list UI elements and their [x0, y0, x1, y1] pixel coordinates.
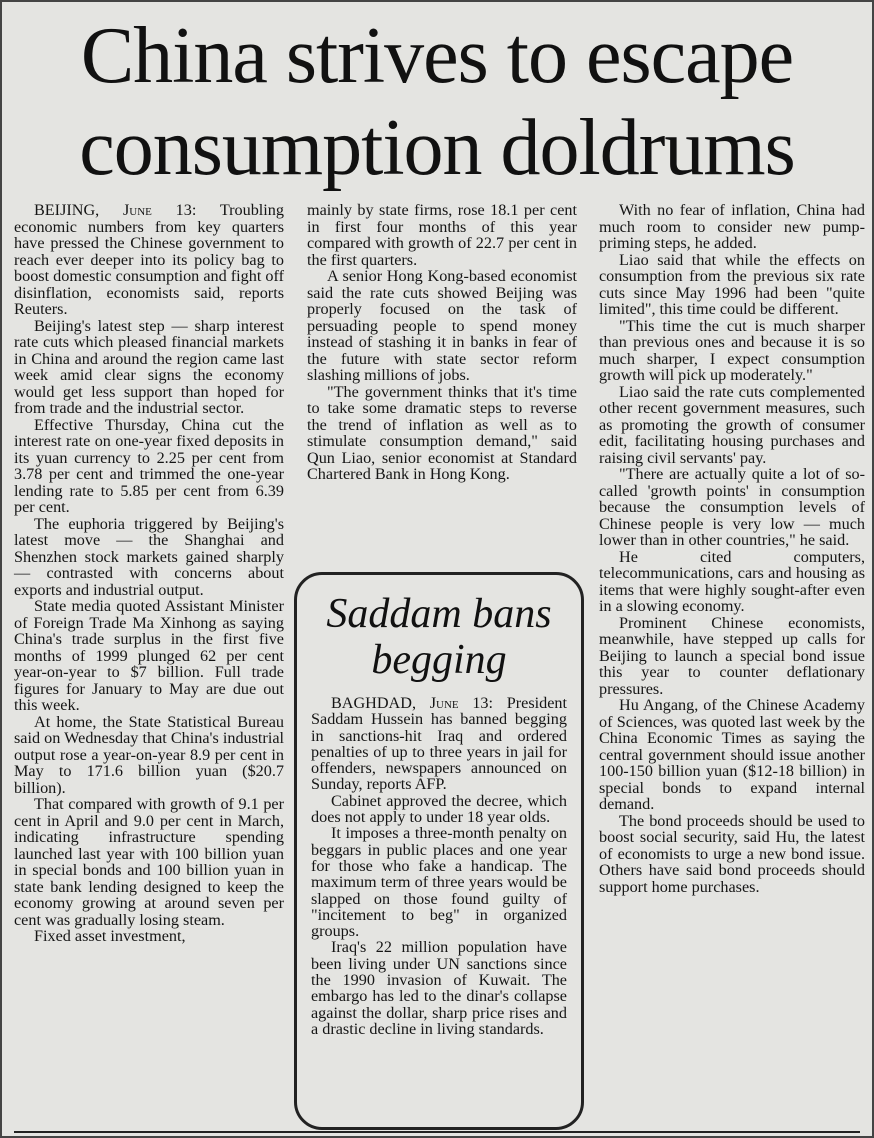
paragraph: BAGHDAD, June 13: President Saddam Hussein has banned begging in sanctions-hit Iraq and ordered penalties of up to three years in jail for offenders, newspapers announced on Sunday, reports AFP.	[311, 694, 568, 794]
paragraph: Effective Thursday, China cut the interest rate on one-year fixed deposits in its yuan currency to 2.25 per cent from 3.78 per cent and trimmed the one-year lending rate to 5.85 per cent from 6.39 per cent.	[14, 415, 284, 516]
paragraph: Cabinet approved the decree, which does not apply to under 18 year olds.	[311, 791, 567, 827]
sidebar-dateline: BAGHDAD, June 13:	[331, 694, 494, 712]
column-1	[14, 202, 284, 945]
paragraph: "The government thinks that it's time to take some dramatic steps to reverse the trend of inflation as well as to stimulate consumption demand," said Qun Liao, senior economist at Standard Chartered Bank in Hong Kong.	[307, 382, 577, 483]
paragraph: Fixed asset investment,	[34, 927, 186, 945]
paragraph: Liao said that while the effects on consumption from the previous six rate cuts since May 1996 had been "quite limited", this time could be different.	[599, 250, 865, 318]
headline: China strives to escape consumption doldrums	[79, 12, 795, 192]
paragraph: Prominent Chinese economists, meanwhile, have stepped up calls for Beijing to launch a special bond issue this year to counter deflationary pressures.	[599, 613, 865, 698]
paragraph: At home, the State Statistical Bureau said on Wednesday that China's industrial output rose a year-on-year 8.9 per cent in May to 171.6 billion yuan ($20.7 billion).	[14, 712, 284, 797]
column-2	[307, 202, 577, 483]
paragraph: That compared with growth of 9.1 per cent in April and 9.0 per cent in March, indicating infrastructure spending launched last year with 100 billion yuan in special bonds and 100 billion yuan in state bank lending designed to keep the economy growing at around seven per cent was gradually losing steam.	[14, 795, 284, 929]
paragraph: State media quoted Assistant Minister of Foreign Trade Ma Xinhong as saying China's trade surplus in the first five months of 1999 plunged 62 per cent year-on-year to $7 billion. Full trade figures for January to May are due out this week.	[14, 597, 284, 714]
sidebar-title: Saddam bans begging	[326, 591, 552, 683]
dateline: BEIJING, June 13:	[34, 201, 197, 219]
sidebar-body	[311, 695, 567, 1037]
paragraph: "There are actually quite a lot of so-called 'growth points' in consumption because the consumption levels of Chinese people is very low — much lower than in other countries," he said.	[599, 465, 865, 549]
paragraph: Liao said the rate cuts complemented other recent government measures, such as promoting the growth of consumer edit, facilitating housing purchases and raising civil servants' pay.	[599, 382, 865, 467]
sidebar-story-box	[294, 572, 584, 1130]
paragraph: With no fear of inflation, China had much room to consider new pump-priming steps, he added.	[599, 201, 865, 252]
column-3	[599, 202, 865, 895]
paragraph: Iraq's 22 million population have been living under UN sanctions since the 1990 invasion of Kuwait. The embargo has led to the dinar's collapse against the dollar, sharp price rises and a drastic decline in living standards.	[311, 938, 567, 1038]
paragraph: It imposes a three-month penalty on beggars in public places and one year for those who fake a handicap. The maximum term of three years would be slapped on those found guilty of "incitement to beg" in organized groups.	[311, 824, 567, 941]
paragraph: Hu Angang, of the Chinese Academy of Sciences, was quoted last week by the China Economic Times as saying the central government should issue another 100-150 billion yuan ($12-18 billion) in special bonds to expand internal demand.	[599, 696, 865, 813]
bottom-divider	[14, 1131, 860, 1133]
paragraph: Beijing's latest step — sharp interest rate cuts which pleased financial markets in China and around the region came last week amid clear signs the economy would get less support than hoped for from trade and the industrial sector.	[14, 316, 284, 417]
paragraph: He cited computers, telecommunications, cars and housing as items that were highly sought-after even in a slowing economy.	[599, 547, 865, 615]
paragraph: BEIJING, June 13: Troubling economic numbers from key quarters have pressed the Chinese government to reach ever deeper into its policy bag to boost domestic consumption and fight off disinflation, economists said, reports Reuters.	[14, 201, 284, 318]
paragraph: A senior Hong Kong-based economist said the rate cuts showed Beijing was properly focused on the task of persuading people to spend money instead of stashing it in banks in fear of the future with state sector reform slashing millions of jobs.	[307, 267, 577, 384]
paragraph: mainly by state firms, rose 18.1 per cent in first four months of this year compared with growth of 22.7 per cent in the first quarters.	[307, 201, 577, 269]
paragraph: The euphoria triggered by Beijing's latest move — the Shanghai and Shenzhen stock markets gained sharply — contrasted with concerns about exports and industrial output.	[14, 514, 284, 599]
paragraph: The bond proceeds should be used to boost social security, said Hu, the latest of economists to urge a new bond issue. Others have said bond proceeds should support home purchases.	[599, 811, 865, 896]
paragraph: "This time the cut is much sharper than previous ones and because it is so much sharper, I expect consumption growth will pick up moderately."	[599, 316, 865, 384]
